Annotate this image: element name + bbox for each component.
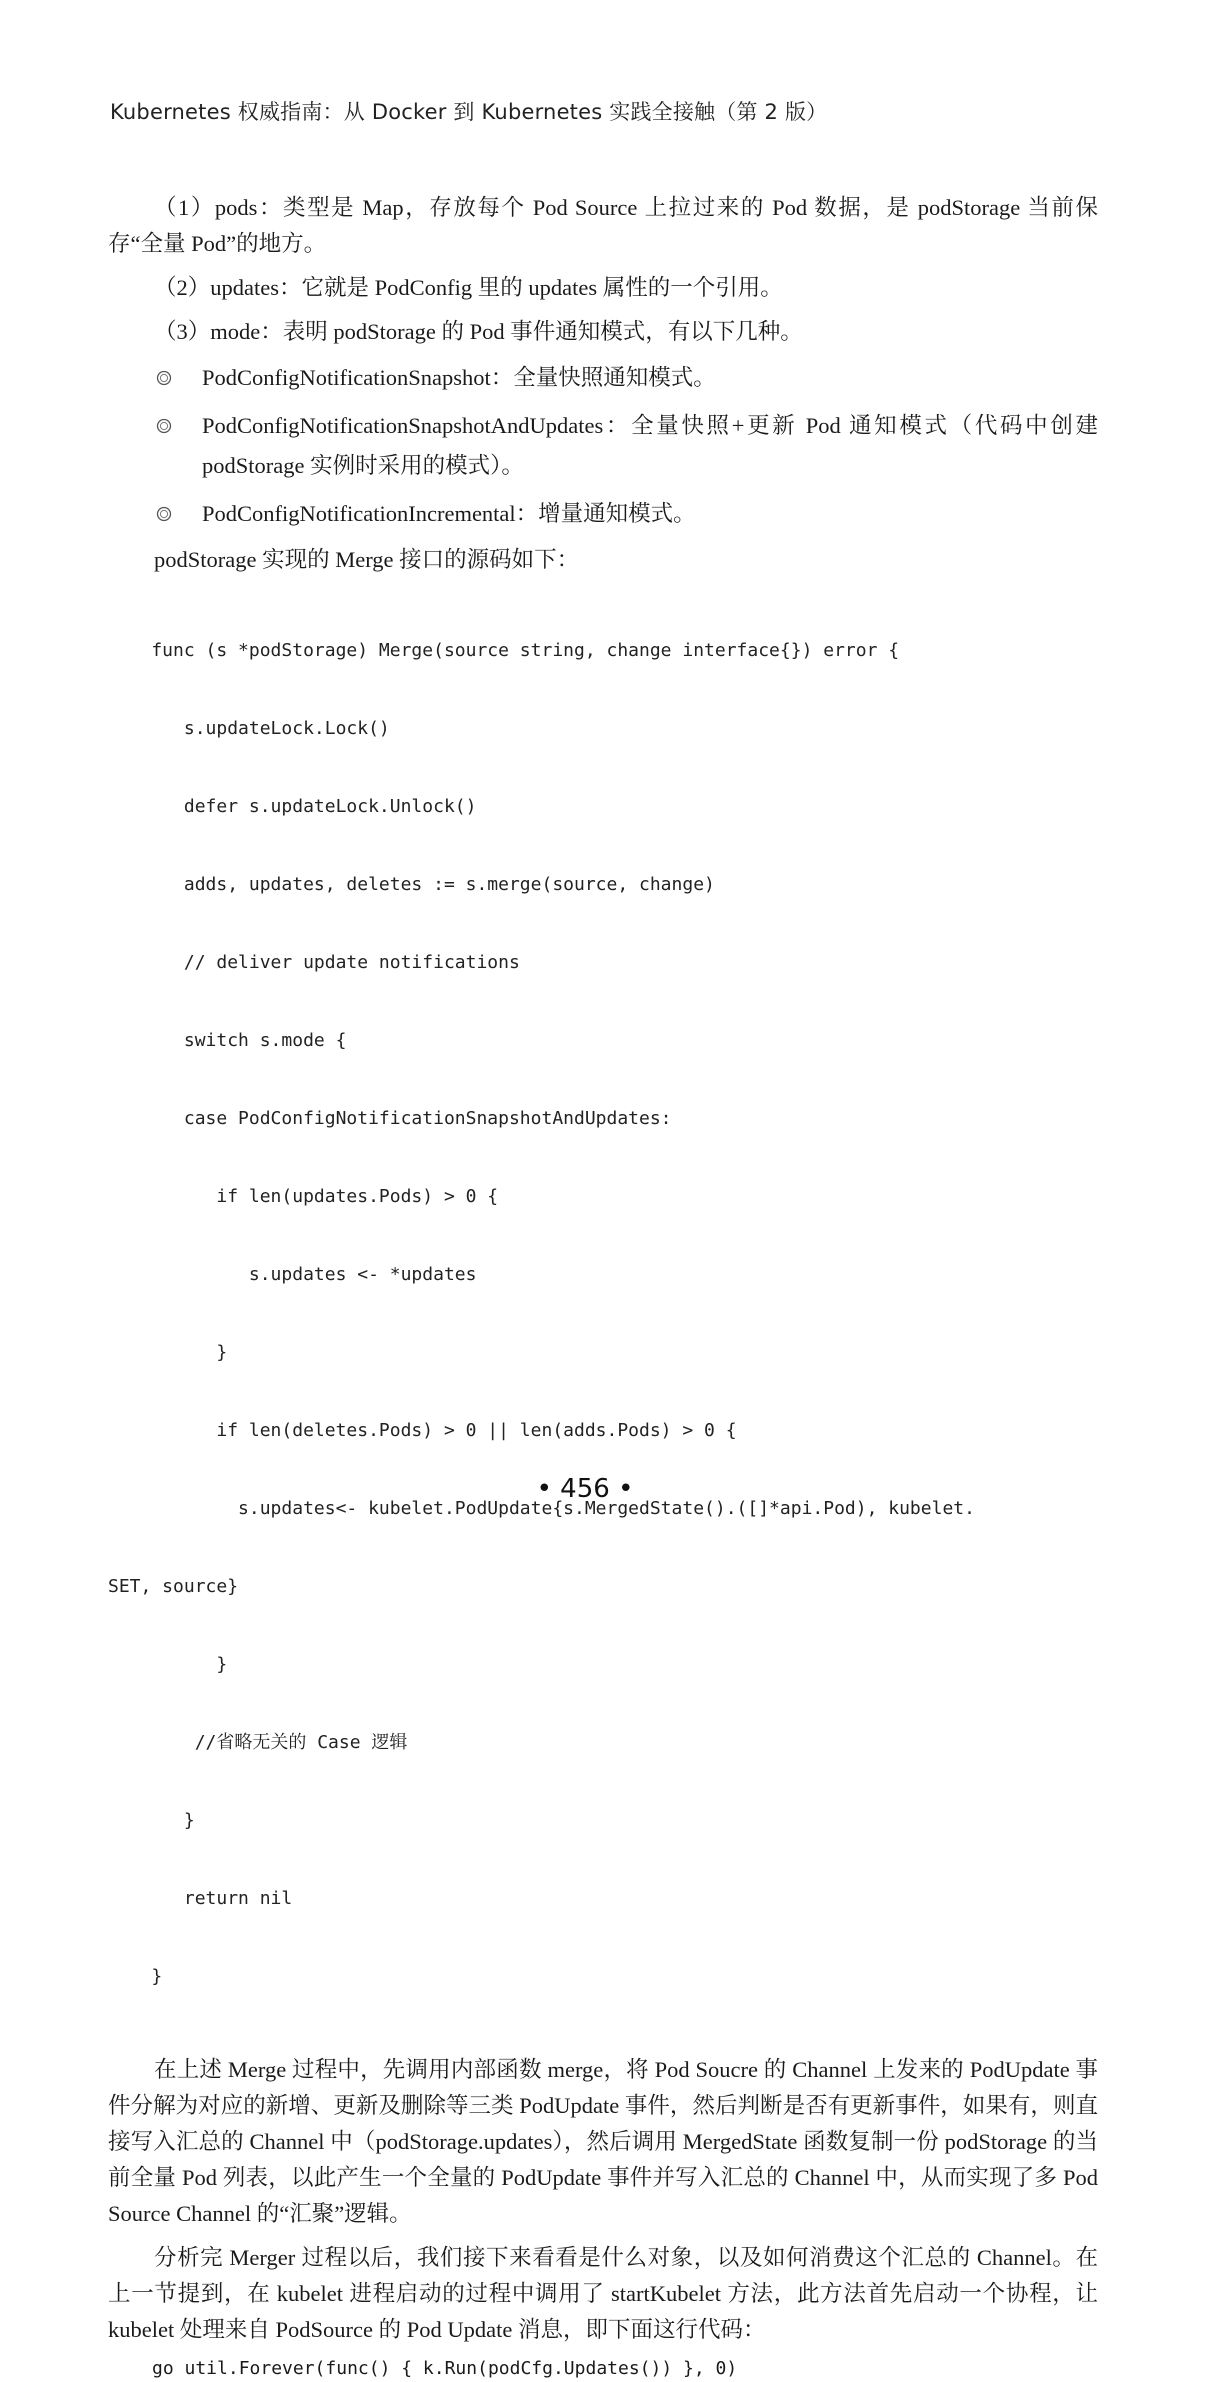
code-line: } bbox=[108, 1966, 163, 1987]
code-line-forever: go util.Forever(func() { k.Run(podCfg.Updates()) }, 0) bbox=[152, 2358, 738, 2379]
paragraph-pods: （1）pods：类型是 Map，存放每个 Pod Source 上拉过来的 Pod 数据，是 podStorage 当前保存“全量 Pod”的地方。 bbox=[108, 195, 1098, 256]
code-line: if len(deletes.Pods) > 0 || len(adds.Pods) > 0 { bbox=[108, 1420, 737, 1441]
page-body bbox=[108, 190, 1098, 2382]
paragraph-merge-intro: podStorage 实现的 Merge 接口的源码如下： bbox=[154, 547, 580, 572]
code-line: adds, updates, deletes := s.merge(source, change) bbox=[108, 874, 715, 895]
circle-bullet-icon bbox=[156, 506, 172, 522]
circle-bullet-icon bbox=[156, 370, 172, 386]
mode-list bbox=[108, 358, 1098, 534]
code-line: //省略无关的 Case 逻辑 bbox=[108, 1732, 408, 1753]
code-line: return nil bbox=[108, 1888, 293, 1909]
list-item-text: PodConfigNotificationSnapshot：全量快照通知模式。 bbox=[202, 365, 716, 390]
page-number: • 456 • bbox=[536, 1474, 634, 1504]
code-line: switch s.mode { bbox=[108, 1030, 347, 1051]
list-item-text: PodConfigNotificationSnapshotAndUpdates：全量快照+更新 Pod 通知模式（代码中创建 podStorage 实例时采用的模式）。 bbox=[202, 413, 1098, 478]
paragraph-channel-consumer: 分析完 Merger 过程以后，我们接下来看看是什么对象，以及如何消费这个汇总的 Channel。在上一节提到，在 kubelet 进程启动的过程中调用了 startKubelet 方法，此方法首先启动一个协程，让 kubelet 处理来自 PodSource 的 Pod Update 消息，即下面这行代码： bbox=[108, 2245, 1098, 2342]
code-line: s.updateLock.Lock() bbox=[108, 718, 390, 739]
code-line: func (s *podStorage) Merge(source string, change interface{}) error { bbox=[108, 640, 900, 661]
code-line: } bbox=[108, 1810, 195, 1831]
circle-bullet-icon bbox=[156, 418, 172, 434]
list-item bbox=[108, 406, 1098, 486]
code-line: // deliver update notifications bbox=[108, 952, 520, 973]
code-line: if len(updates.Pods) > 0 { bbox=[108, 1186, 499, 1207]
code-line: } bbox=[108, 1342, 228, 1363]
code-block-merge bbox=[108, 586, 1098, 2042]
paragraph-updates: （2）updates：它就是 PodConfig 里的 updates 属性的一个引用。 bbox=[154, 275, 783, 300]
paragraph-merge-explanation: 在上述 Merge 过程中，先调用内部函数 merge，将 Pod Soucre 的 Channel 上发来的 PodUpdate 事件分解为对应的新增、更新及删除等三类 PodUpdate 事件，然后判断是否有更新事件，如果有，则直接写入汇总的 Channel 中（podStorage.updates），然后调用 MergedState 函数复制一份 podStorage 的当前全量 Pod 列表，以此产生一个全量的 PodUpdate 事件并写入汇总的 Channel 中，从而实现了多 Pod Source Channel 的“汇聚”逻辑。 bbox=[108, 2057, 1098, 2226]
code-line: s.updates <- *updates bbox=[108, 1264, 477, 1285]
code-line: case PodConfigNotificationSnapshotAndUpdates: bbox=[108, 1108, 672, 1129]
code-line: s.updates<- kubelet.PodUpdate{s.MergedState().([]*api.Pod), kubelet. bbox=[108, 1498, 975, 1519]
code-line: SET, source} bbox=[108, 1576, 239, 1597]
running-header: Kubernetes 权威指南：从 Docker 到 Kubernetes 实践全接触（第 2 版） bbox=[110, 100, 828, 124]
list-item bbox=[108, 494, 1098, 534]
list-item-text: PodConfigNotificationIncremental：增量通知模式。 bbox=[202, 501, 696, 526]
code-line: } bbox=[108, 1654, 228, 1675]
code-line: defer s.updateLock.Unlock() bbox=[108, 796, 477, 817]
paragraph-mode: （3）mode：表明 podStorage 的 Pod 事件通知模式，有以下几种。 bbox=[154, 319, 803, 344]
list-item bbox=[108, 358, 1098, 398]
